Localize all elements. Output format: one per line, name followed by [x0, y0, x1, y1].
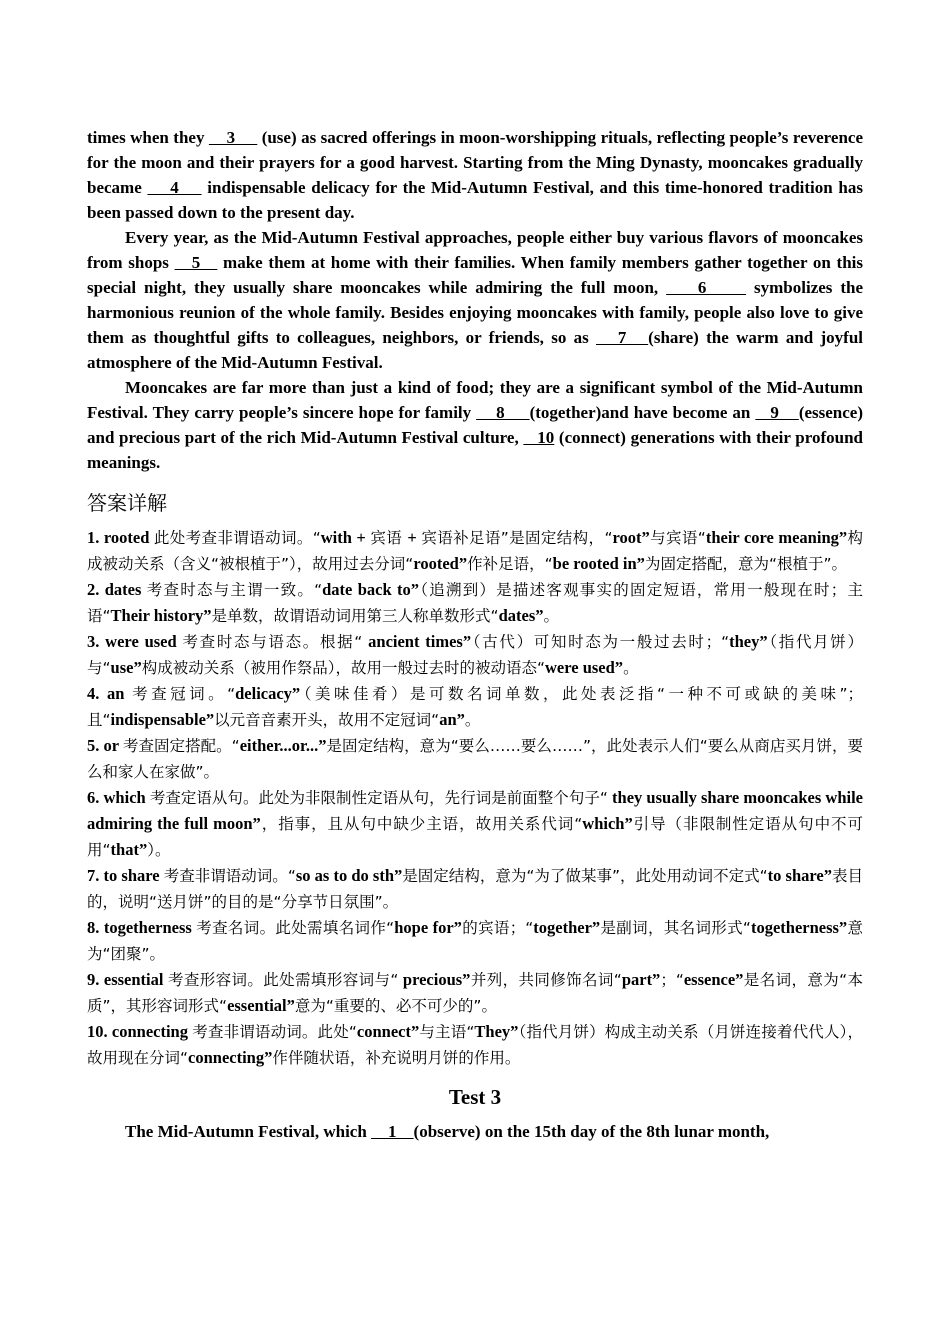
chinese-text: 引导（非限制性定语从句中不可用“ — [87, 815, 863, 859]
text-run: The Mid-Autumn Festival, which — [125, 1122, 372, 1141]
chinese-text: 为固定搭配，意为“根植于”。 — [644, 555, 847, 573]
answers-heading: 答案详解 — [87, 491, 167, 515]
chinese-text: 考查冠词。“ — [132, 685, 236, 703]
text-run: use” — [110, 658, 142, 677]
chinese-text: 意为“重要的、必不可少的”。 — [294, 997, 497, 1015]
text-run: were used” — [545, 658, 624, 677]
text-run: precious” — [398, 970, 471, 989]
chinese-text: （追溯到）是描述客观事实的固定短语，常用一般现在时；主语“ — [87, 581, 864, 625]
chinese-text: 作伴随状语，补充说明月饼的作用。 — [272, 1049, 521, 1067]
text-run: their core meaning” — [705, 528, 848, 547]
chinese-text: ）。 — [147, 841, 171, 859]
text-run: Every year, as the Mid-Autumn Festival approaches, people either buy various flavors of mooncakes from shops — [87, 228, 863, 272]
answer-blank: 5 — [174, 253, 218, 272]
text-run: Their history” — [110, 606, 212, 625]
text-run: togetherness” — [750, 918, 848, 937]
text-run: with + — [320, 528, 371, 547]
chinese-text: 宾语 — [370, 529, 408, 547]
text-run: They” — [474, 1022, 519, 1041]
text-run: symbolizes the harmonious reunion of the whole family. Besides enjoying mooncakes with family, people also love to give them as thoughtful gifts to colleagues, neighbors, or friends, so as — [87, 278, 864, 347]
chinese-text: 与主语“ — [419, 1023, 475, 1041]
chinese-text: 与宾语“ — [649, 529, 706, 547]
text-run: dates” — [498, 606, 544, 625]
text-run: date back to” — [322, 580, 420, 599]
text-run: an” — [439, 710, 465, 729]
text-run: ancient times” — [362, 632, 472, 651]
chinese-text: 考查名词。此处需填名词作“ — [196, 919, 395, 937]
text-run: (share) the warm and joyful atmosphere of the Mid-Autumn Festival. — [87, 328, 864, 372]
chinese-text: 是固定结构，意为“要么……要么……”，此处表示人们“要么从商店买月饼，要么和家人在家做”。 — [87, 737, 864, 781]
answer-blank: 10 — [523, 428, 555, 447]
answer-blank: 8 — [476, 403, 530, 422]
text-run: essence” — [683, 970, 744, 989]
chinese-text: （指代月饼）与“ — [87, 633, 863, 677]
chinese-text: （指代月饼）构成主动关系（月饼连接着代代人），故用现在分词“ — [87, 1023, 864, 1067]
text-run: 10. connecting — [87, 1022, 193, 1041]
text-run: so as to do sth” — [295, 866, 403, 885]
chinese-text: 。 — [543, 607, 560, 625]
chinese-text: 是名词，意为“本质”，其形容词形式“ — [87, 971, 864, 1015]
chinese-text: 考查固定搭配。“ — [122, 737, 240, 755]
answer-item — [87, 733, 863, 785]
chinese-text: 是副词，其名词形式“ — [600, 919, 751, 937]
answer-blank: 3 — [208, 128, 258, 147]
document-page — [87, 125, 863, 1144]
text-run: Mooncakes are far more than just a kind of food; they are a significant symbol of the Mid-Autumn Festival. They carry people’s sincere hope for family — [87, 378, 863, 422]
answer-item — [87, 863, 863, 915]
text-run: they” — [729, 632, 768, 651]
text-run: connecting” — [188, 1048, 273, 1067]
text-run: (observe) on the 15th day of the 8th lunar month, — [413, 1122, 770, 1141]
chinese-text: 。 — [464, 711, 481, 729]
chinese-text: 的宾语；“ — [461, 919, 534, 937]
answer-item — [87, 785, 863, 863]
text-run: that” — [110, 840, 148, 859]
chinese-text: （美味佳肴）是可数名词单数，此处表泛指“一种不可或缺的美味”；且“ — [87, 685, 864, 729]
text-run: 6. which — [87, 788, 150, 807]
chinese-text: ，指事，且从句中缺少主语，故用关系代词“ — [260, 815, 583, 833]
passage-paragraph-1 — [87, 125, 863, 225]
answer-item — [87, 1019, 863, 1071]
text-run: indispensable delicacy for the Mid-Autumn Festival, and this time-honored tradition has been passed down to the present day. — [87, 178, 863, 222]
text-run: 1. rooted — [87, 528, 154, 547]
chinese-text: 并列，共同修饰名词“ — [470, 971, 622, 989]
text-run: indispensable” — [110, 710, 215, 729]
answer-blank: 7 — [596, 328, 649, 347]
chinese-text: （古代）可知时态为一般过去时；“ — [471, 633, 730, 651]
chinese-text: 是固定结构，意为“为了做某事”，此处用动词不定式“ — [402, 867, 768, 885]
answer-blank: 9 — [755, 403, 799, 422]
chinese-text: 构成被动关系（被用作祭品），故用一般过去时的被动语态“ — [141, 659, 545, 677]
answer-item — [87, 915, 863, 967]
test-3-title: Test 3 — [448, 1085, 502, 1109]
text-run: 2. dates — [87, 580, 147, 599]
chinese-text: 以元音音素开头，故用不定冠词“ — [214, 711, 440, 729]
text-run: be rooted in” — [552, 554, 645, 573]
text-run: essential” — [227, 996, 295, 1015]
text-run: 8. togetherness — [87, 918, 197, 937]
text-run: 9. essential — [87, 970, 168, 989]
chinese-text: ；“ — [660, 971, 684, 989]
text-run: part” — [621, 970, 661, 989]
chinese-text: 此处考查非谓语动词。“ — [153, 529, 321, 547]
text-run: they usually share mooncakes while admiring the full moon” — [87, 788, 863, 833]
text-run: hope for” — [394, 918, 462, 937]
text-run: 5. or — [87, 736, 123, 755]
text-run: times when they — [87, 128, 209, 147]
text-run: (connect) generations with their profound meanings. — [87, 428, 864, 472]
chinese-text: 意为“团聚”。 — [87, 919, 864, 963]
chinese-text: 构成被动关系（含义“被根植于”），故用过去分词“ — [87, 529, 864, 573]
chinese-text: 作补足语，“ — [467, 555, 553, 573]
text-run: (essence) and precious part of the rich Mid-Autumn Festival culture, — [87, 403, 864, 447]
text-run: root” — [612, 528, 650, 547]
text-run: which” — [582, 814, 633, 833]
passage-paragraph-3 — [87, 375, 863, 475]
text-run: either...or...” — [239, 736, 327, 755]
chinese-text: 考查非谓语动词。“ — [163, 867, 296, 885]
chinese-text: 考查定语从句。此处为非限制性定语从句，先行词是前面整个句子“ — [149, 789, 608, 807]
chinese-text: 是单数，故谓语动词用第三人称单数形式“ — [211, 607, 499, 625]
answer-blank: 4 — [147, 178, 202, 197]
chinese-text: 宾语补足语”是固定结构，“ — [421, 529, 613, 547]
text-run: together” — [533, 918, 601, 937]
answer-item — [87, 681, 863, 733]
text-run: to share” — [767, 866, 832, 885]
chinese-text: 表目的，说明“送月饼”的目的是“分享节日氛围”。 — [87, 867, 863, 911]
text-run: + — [407, 528, 422, 547]
text-run: 7. to share — [87, 866, 164, 885]
text-run: make them at home with their families. When family members gather together on this special night, they usually share mooncakes while admiring the full moon, — [87, 253, 864, 297]
answer-item — [87, 577, 863, 629]
text-run: (use) as sacred offerings in moon-worshipping rituals, reflecting people’s reverence for the moon and their prayers for a good harvest. Starting from the Ming Dynasty, mooncakes gradually became — [87, 128, 863, 197]
chinese-text: 考查非谓语动词。此处“ — [192, 1023, 357, 1041]
answers-list — [87, 525, 863, 1071]
text-run: 3. were used — [87, 632, 183, 651]
chinese-text: 考查形容词。此处需填形容词与“ — [167, 971, 399, 989]
text-run: delicacy” — [235, 684, 301, 703]
text-run: (together)and have become an — [529, 403, 756, 422]
answer-item — [87, 967, 863, 1019]
text-run: 4. an — [87, 684, 133, 703]
text-run: rooted” — [413, 554, 468, 573]
test-3-first-line — [87, 1119, 863, 1144]
chinese-text: 。 — [623, 659, 639, 677]
passage-paragraph-2 — [87, 225, 863, 375]
answer-blank: 1 — [371, 1122, 414, 1141]
chinese-text: 考查时态与主谓一致。“ — [146, 581, 323, 599]
chinese-text: 考查时态与语态。根据“ — [182, 633, 363, 651]
answer-item — [87, 629, 863, 681]
answer-blank: 6 — [666, 278, 747, 297]
answer-item — [87, 525, 863, 577]
text-run: connect” — [356, 1022, 420, 1041]
